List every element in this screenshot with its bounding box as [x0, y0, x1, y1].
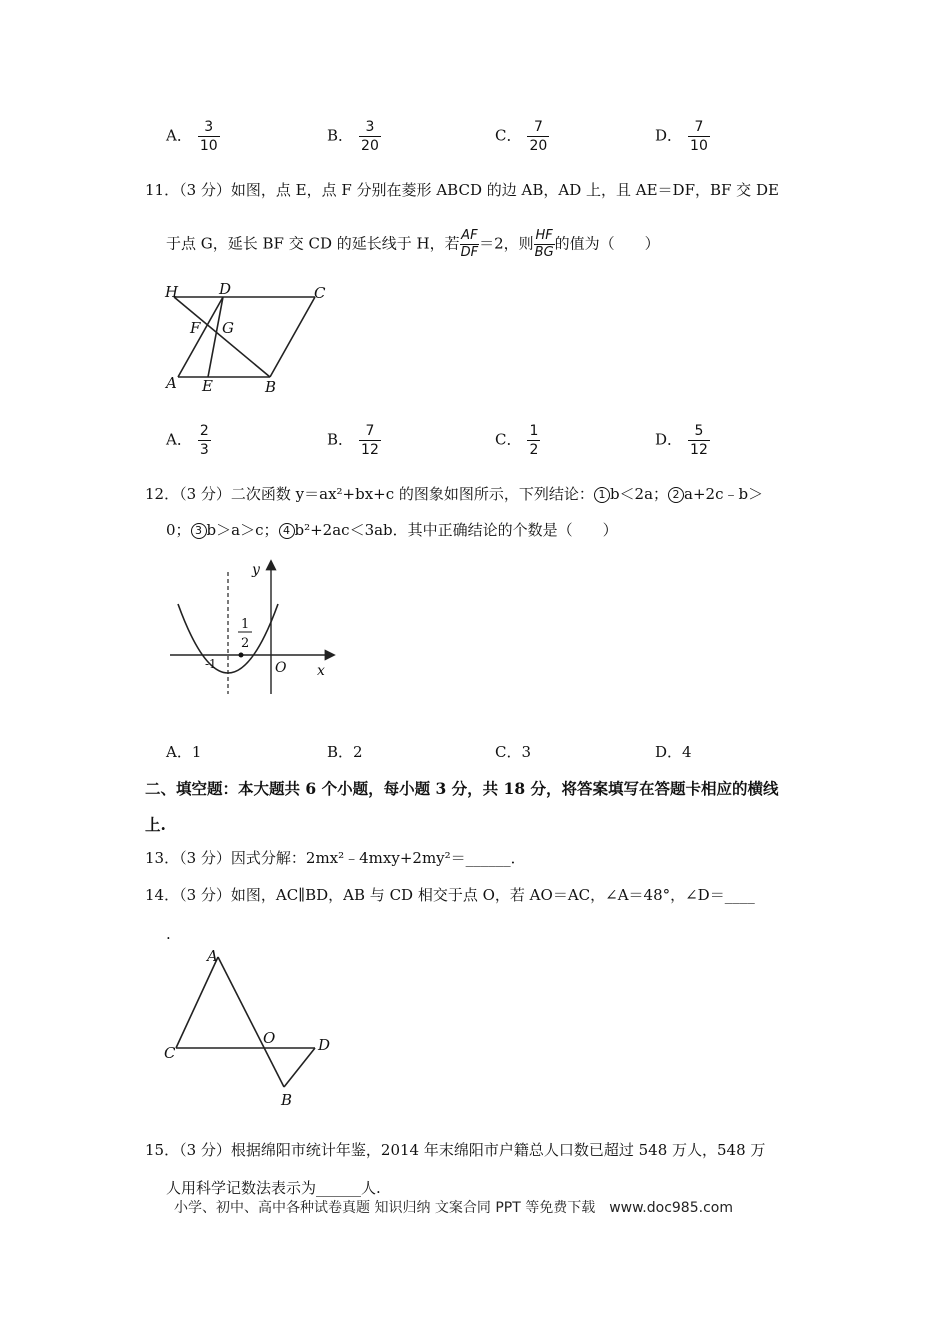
q12-circle-1: 1 — [594, 487, 610, 503]
q14-label-a: A — [207, 947, 218, 965]
q14-line-db — [284, 1048, 315, 1087]
q10-option-c: C． $\frac{7}{20}$ — [495, 119, 548, 154]
q11-line-hb — [174, 297, 270, 377]
q13-text: 13．（3 分）因式分解：2mx²﹣4mxy+2my²＝______． — [145, 849, 526, 867]
q11-option-c: C． $\frac{1}{2}$ — [495, 423, 539, 458]
q11-label-b: B — [265, 378, 277, 395]
q11-label-h: H — [165, 283, 179, 301]
q15-line2: 人用科学记数法表示为______人. — [166, 1179, 381, 1197]
q10-option-c-fraction: $\frac{7}{20}$ — [529, 119, 548, 154]
q12-point-half — [239, 653, 244, 658]
q14-label-c: C — [164, 1044, 176, 1062]
q11-label-d: D — [219, 280, 232, 298]
q12-label-half-den: 2 — [241, 636, 250, 651]
q14-line1: 14．（3 分）如图，AC∥BD，AB 与 CD 相交于点 O，若 AO＝AC，∠A＝48°，∠D＝____ — [145, 886, 755, 904]
q11-option-b-fraction: $\frac{7}{12}$ — [361, 423, 379, 458]
q12-option-b: B．2 — [327, 743, 363, 761]
q10-option-d: D． $\frac{7}{10}$ — [655, 119, 708, 154]
q11-label-g: G — [222, 319, 234, 337]
q12-label-origin: O — [275, 660, 287, 676]
q14-line-ac — [176, 957, 218, 1048]
q12-label-x: x — [317, 663, 325, 679]
q14-label-o: O — [263, 1029, 276, 1047]
q11-option-d-fraction: $\frac{5}{12}$ — [690, 423, 708, 458]
q14-triangles-figure — [160, 945, 340, 1110]
q12-circle-4: 4 — [279, 523, 295, 539]
section2-heading-line2: 上. — [145, 815, 166, 834]
q12-option-d: D．4 — [655, 743, 692, 761]
q11-label-a: A — [166, 374, 177, 392]
q11-line-cb — [270, 297, 315, 377]
q14-label-b: B — [281, 1091, 293, 1109]
q11-line2: 于点 G，延长 BF 交 CD 的延长线于 H，若 $\frac{AF}{DF}$ ＝2，则 $\frac{HF}{BG}$ 的值为（ ） — [166, 228, 660, 260]
q11-option-a-fraction: $\frac{2}{3}$ — [199, 423, 209, 458]
q14-label-d: D — [318, 1036, 331, 1054]
q12-circle-2: 2 — [668, 487, 684, 503]
q12-label-y: y — [252, 562, 260, 578]
section2-heading-line1: 二、填空题：本大题共 6 个小题，每小题 3 分，共 18 分，将答案填写在答题卡相应的横线 — [145, 779, 779, 798]
q11-line1: 11．（3 分）如图，点 E，点 F 分别在菱形 ABCD 的边 AB，AD 上，且 AE＝DF，BF 交 DE — [145, 181, 779, 199]
q11-frac-af-df: $\frac{AF}{DF}$ — [460, 228, 479, 260]
q12-parabola-figure — [168, 552, 348, 702]
q10-option-a: A． $\frac{3}{10}$ — [166, 119, 218, 154]
q14-line2: . — [166, 925, 171, 943]
q12-line1: 12．（3 分）二次函数 y＝ax²+bx+c 的图象如图所示，下列结论： 1 b＜2a； 2 a+2c﹣b＞ — [145, 485, 764, 503]
q12-circle-3: 3 — [191, 523, 207, 539]
q10-option-b-fraction: $\frac{3}{20}$ — [361, 119, 379, 154]
q11-label-e: E — [202, 377, 213, 395]
q12-label-minus-one: -1 — [205, 657, 217, 671]
q12-option-c: C．3 — [495, 743, 532, 761]
q14-line-ab — [218, 957, 284, 1087]
q11-rhombus-figure — [160, 280, 340, 395]
q10-option-d-fraction: $\frac{7}{10}$ — [690, 119, 708, 154]
page-footer: 小学、初中、高中各种试卷真题 知识归纳 文案合同 PPT 等免费下载 www.doc985.com — [174, 1200, 733, 1216]
q10-option-b: B． $\frac{3}{20}$ — [327, 119, 379, 154]
q12-option-a: A．1 — [166, 743, 202, 761]
q11-option-d: D． $\frac{5}{12}$ — [655, 423, 708, 458]
q11-option-b: B． $\frac{7}{12}$ — [327, 423, 379, 458]
q11-option-a: A． $\frac{2}{3}$ — [166, 423, 209, 458]
q11-label-c: C — [314, 284, 326, 302]
q10-option-a-fraction: $\frac{3}{10}$ — [199, 119, 218, 154]
q15-line1: 15．（3 分）根据绵阳市统计年鉴，2014 年末绵阳市户籍总人口数已超过 548 万人，548 万 — [145, 1141, 766, 1159]
q11-label-f: F — [190, 319, 201, 337]
q11-option-c-fraction: $\frac{1}{2}$ — [529, 423, 539, 458]
q12-label-half-num: 1 — [241, 617, 250, 632]
q12-line2: 0； 3 b＞a＞c； 4 b²+2ac＜3ab．其中正确结论的个数是（ ） — [166, 521, 618, 539]
q11-frac-hf-bg: $\frac{HF}{BG}$ — [534, 228, 554, 260]
